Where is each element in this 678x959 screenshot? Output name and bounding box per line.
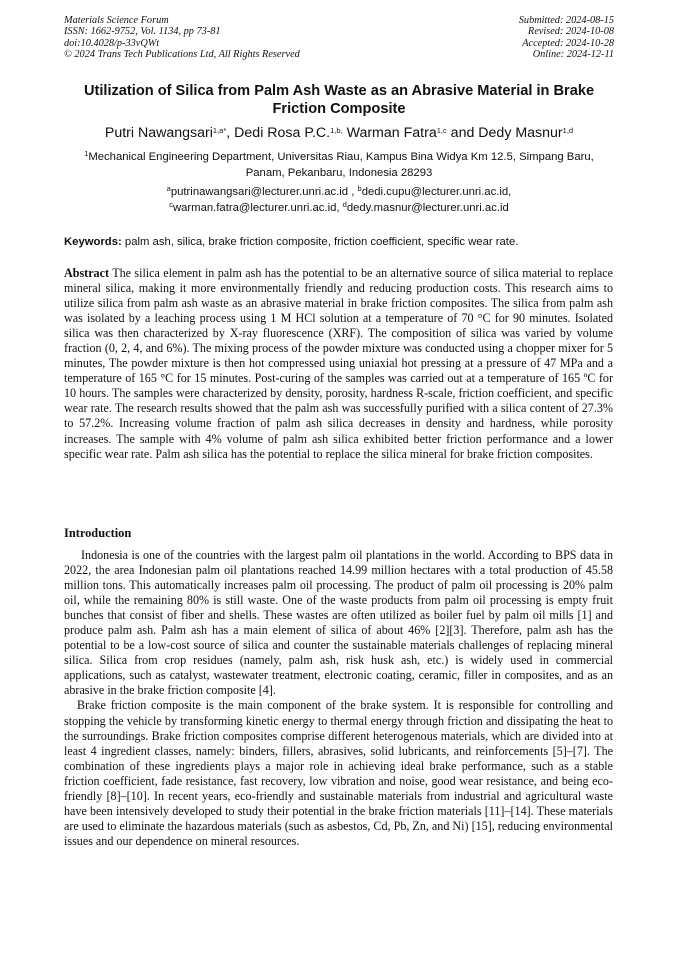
affiliation-superscript: 1 (84, 149, 89, 158)
email-line-1 (64, 185, 614, 201)
paper-title: Utilization of Silica from Palm Ash Waste as an Abrasive Material in Brake Friction Composite (83, 83, 595, 117)
online-date: Online: 2024-12-11 (532, 49, 614, 61)
affiliation-text: Mechanical Engineering Department, Universitas Riau, Kampus Bina Widya Km 12.5, Simpang Baru, Panam, Pekanbaru, Indonesia 28293 (88, 151, 594, 179)
email-superscript: c (169, 199, 173, 209)
journal-name: Materials Science Forum (64, 15, 169, 26)
email-link[interactable]: putrinawangsari@lecturer.unri.ac.id , (170, 186, 355, 198)
abstract (64, 266, 613, 462)
email-link[interactable]: dedi.cupu@lecturer.unri.ac.id, (361, 186, 512, 198)
email-line-2 (64, 201, 614, 217)
author-list (40, 124, 638, 142)
section-heading-introduction: Introduction (64, 526, 132, 540)
revised-date: Revised: 2024-10-08 (527, 26, 614, 38)
doi-line: doi:10.4028/p-33vQWt (64, 37, 160, 49)
keywords-label: Keywords: (64, 236, 122, 248)
author-superscript: 1,a* (212, 126, 227, 135)
email-list (64, 185, 614, 216)
keywords (64, 235, 624, 249)
email-superscript: d (342, 199, 347, 209)
abstract-text: The silica element in palm ash has the potential to be an alternative source of silica material to replace mineral silica, making it more environmentally friendly and reducing production costs. This research aims to utilize silica from palm ash waste as an abrasive material in brake friction composites. The silica from palm ash was isolated by a leaching process using 1 M HCl solution at a temperature of 70 °C for 90 minutes. Isolated silica was then characterized by X-ray fluorescence (XRF). The composition of silica was varied by volume fraction (0, 2, 4, and 6%). The mixing process of the powder mixture was conducted using a chopper mixer for 5 minutes, The powder mixture is then hot compressed using uniaxial hot pressing at a pressure of 47 MPa and a temperature of 165 °C for 15 minutes. Post-curing of the samples was carried out at a temperature of 165 ºC for 10 hours. The samples were characterized by density, porosity, hardness R-scale, friction coefficient, and specific wear rate. The research results showed that the palm ash was successfully purified with a silica content of 27.3% to 57.2%. Increasing volume fraction of palm ash silica decreases in density and hardness, while porosity increases. The sample with 4% volume of palm ash silica exhibited better friction performance and a lower specific wear rate. Palm ash silica has the potential to replace the silica mineral for brake friction composites. (64, 266, 613, 461)
publication-dates (519, 15, 614, 61)
keywords-text: palm ash, silica, brake friction composite, friction coefficient, specific wear rate. (124, 236, 519, 248)
introduction-body (64, 548, 613, 849)
email-superscript: b (357, 184, 362, 193)
journal-info (64, 15, 300, 61)
author-separator: , (226, 125, 235, 141)
copyright-line: © 2024 Trans Tech Publications Ltd, All Rights Reserved (64, 49, 300, 61)
abstract-label: Abstract (64, 266, 110, 280)
author-superscript: 1,c (436, 126, 447, 135)
submitted-date: Submitted: 2024-08-15 (518, 15, 614, 26)
author-superscript: 1,d (562, 126, 574, 135)
affiliation (64, 150, 614, 181)
paragraph: Brake friction composite is the main component of the brake system. It is responsible for controlling and stopping the vehicle by transforming kinetic energy to thermal energy through friction and dissipating the heat to the surroundings. Brake friction composites comprise different heterogenous materials, which are divided into at least 4 ingredient classes, namely: binders, fillers, abrasives, solid lubricants, and reinforcements [5]–[7]. The combination of these ingredients plays a major role in achieving ideal brake performance, such as a stable friction coefficient, fade resistance, fast recovery, low vibration and noise, good wear resistance, and being eco-friendly [8]–[10]. In recent years, eco-friendly and sustainable materials from industrial and agricultural waste have been intensively developed to study their potential in the brake friction materials [11]–[14]. These materials are used to eliminate the hazardous materials (such as asbestos, Cd, Pb, Zn, and Ni) [15], reducing environmental issues and our dependence on mineral resources. (64, 698, 613, 848)
author-superscript: 1,b, (330, 126, 343, 135)
author-name: Putri Nawangsari (104, 125, 213, 141)
email-link[interactable]: dedy.masnur@lecturer.unri.ac.id (346, 201, 509, 214)
email-superscript: a (166, 184, 171, 193)
issn-line: ISSN: 1662-9752, Vol. 1134, pp 73-81 (64, 26, 221, 38)
author-name: Dedi Rosa P.C. (234, 125, 331, 141)
author-name: Warman Fatra (342, 125, 437, 141)
paragraph: Indonesia is one of the countries with the largest palm oil plantations in the world. According to BPS data in 2022, the area Indonesian palm oil plantations reached 14.99 million hectares with a total production of 45.58 million tons. This automatically increases palm oil processing. The product of palm oil processing is 20% palm oil, while the remaining 80% is still waste. One of the waste products from palm oil processing is empty fruit bunches that consist of fiber and shells. These wastes are often utilized as boiler fuel by palm oil mills [1] and produce palm ash. Palm ash has a main element of silica of about 46% [2][3]. Therefore, palm ash has the potential to be a low-cost source of silica and counter the sustainable materials challenges of replacing mineral silica. Silica from crop residues (namely, palm ash, risk husk ash, etc.) is widely used in commercial applications, such as catalyst, wastewater treatment, electronic coating, ceramic, filler in composites, and as an abrasive in the brake friction composite [4]. (64, 548, 613, 698)
author-name: and Dedy Masnur (446, 125, 563, 141)
accepted-date: Accepted: 2024-10-28 (522, 37, 614, 49)
email-link[interactable]: warman.fatra@lecturer.unri.ac.id, (172, 201, 340, 214)
